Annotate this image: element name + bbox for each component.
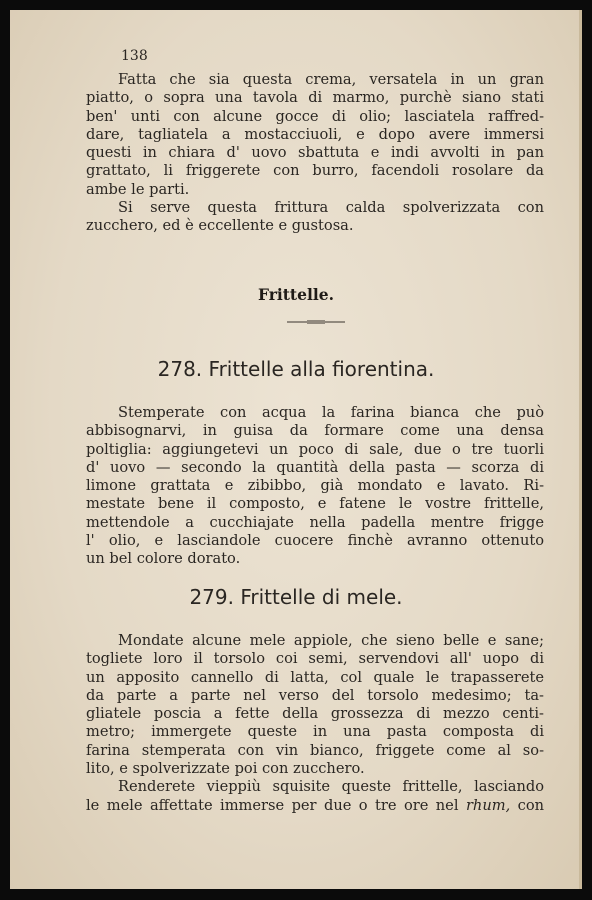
recipe-body-278 bbox=[86, 404, 544, 569]
text-line bbox=[86, 797, 544, 815]
text-line: zucchero, ed è eccellente e gustosa. bbox=[86, 217, 354, 235]
text-line: metro; immergete queste in una pasta composta di bbox=[86, 723, 544, 741]
text-line: mettendole a cucchiajate nella padella mentre frigge bbox=[86, 513, 544, 531]
text-line: da parte a parte nel verso del torsolo medesimo; ta- bbox=[86, 686, 544, 704]
section-heading: Frittelle. bbox=[257, 285, 334, 304]
text-line: mestate bene il composto, e fatene le vostre frittelle, bbox=[86, 495, 544, 513]
paragraph-serving bbox=[86, 199, 544, 236]
recipe-title-279: 279. Frittelle di mele. bbox=[189, 585, 403, 609]
recipe-body-279 bbox=[86, 632, 544, 815]
recipe-title-278: 278. Frittelle alla fiorentina. bbox=[157, 357, 435, 381]
text-line: limone grattata e zibibbo, già mondato e lavato. Ri- bbox=[86, 477, 544, 495]
text-fragment: le mele affettate immerse per due o tre ore nel bbox=[86, 796, 459, 814]
text-line: dare, tagliatela a mostacciuoli, e dopo avere immersi bbox=[86, 125, 544, 143]
text-line: lito, e spolverizzate poi con zucchero. bbox=[86, 760, 365, 778]
text-line: ambe le parti. bbox=[86, 180, 190, 198]
ornamental-divider bbox=[287, 320, 345, 324]
text-line: questi in chiara d' uovo sbattuta e indi avvolti in pan bbox=[86, 144, 544, 162]
text-line: poltiglia: aggiungetevi un poco di sale, due o tre tuorli bbox=[86, 440, 544, 458]
text-line: gliatele poscia a fette della grossezza di mezzo centi- bbox=[86, 705, 544, 723]
text-line: Mondate alcune mele appiole, che sieno belle e sane; bbox=[118, 632, 544, 649]
text-line: farina stemperata con vin bianco, friggete come al so- bbox=[86, 741, 544, 759]
text-line: d' uovo — secondo la quantità della pasta — scorza di bbox=[86, 458, 544, 476]
text-line: Si serve questa frittura calda spolverizzata con bbox=[118, 199, 544, 216]
text-line: abbisognarvi, in guisa da formare come una densa bbox=[86, 422, 544, 440]
paragraph-cream-frying bbox=[86, 71, 544, 199]
text-line: grattato, li friggerete con burro, facendoli rosolare da bbox=[86, 162, 544, 180]
text-line: Fatta che sia questa crema, versatela in un gran bbox=[118, 71, 544, 88]
text-line: Renderete vieppiù squisite queste frittelle, lasciando bbox=[118, 778, 544, 796]
text-line: Stemperate con acqua la farina bianca che può bbox=[118, 404, 544, 421]
text-line: un apposito cannello di latta, col quale le trapasserete bbox=[86, 668, 544, 686]
text-line: piatto, o sopra una tavola di marmo, purchè siano stati bbox=[86, 89, 544, 107]
text-line: togliete loro il torsolo coi semi, servendovi all' uopo di bbox=[86, 650, 544, 668]
text-line: l' olio, e lasciandole cuocere finchè avranno ottenuto bbox=[86, 532, 544, 550]
text-line: ben' unti con alcune gocce di olio; lasciatela raffred- bbox=[86, 107, 544, 125]
italic-word: rhum, bbox=[465, 796, 511, 814]
text-fragment: con bbox=[517, 796, 544, 814]
page-number: 138 bbox=[121, 48, 148, 64]
text-line: un bel colore dorato. bbox=[86, 550, 241, 568]
